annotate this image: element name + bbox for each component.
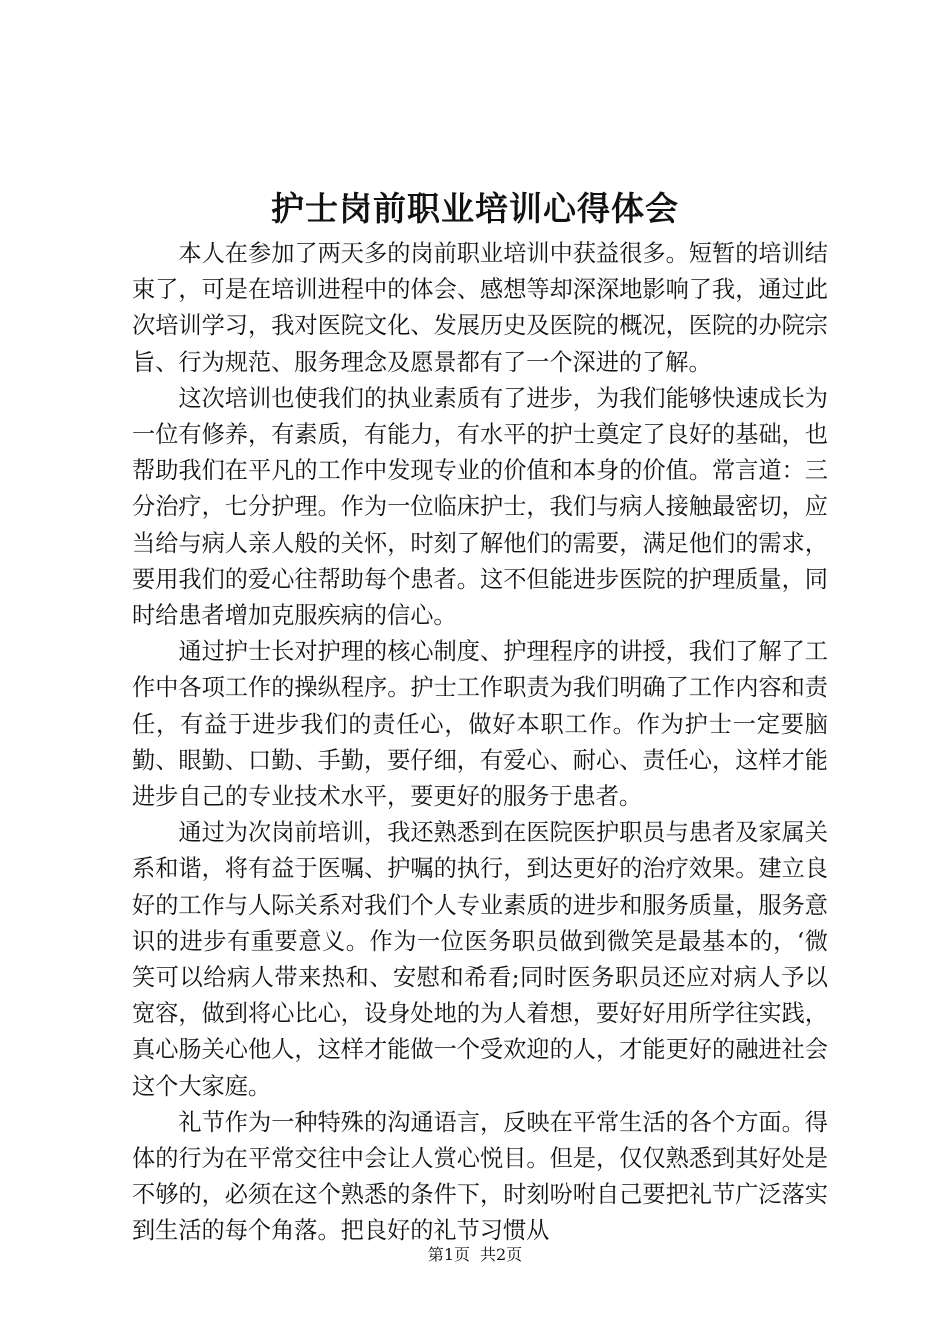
page-total: 共2页 xyxy=(480,1245,523,1264)
paragraph-1: 本人在参加了两天多的岗前职业培训中获益很多。短暂的培训结束了，可是在培训进程中的体会、感想等却深深地影响了我，通过此次培训学习，我对医院文化、发展历史及医院的概况，医院的办院宗旨、行为规范、服务理念及愿景都有了一个深进的了解。 xyxy=(132,240,828,376)
paragraph-4: 通过为次岗前培训，我还熟悉到在医院医护职员与患者及家属关系和谐，将有益于医嘱、护嘱的执行，到达更好的治疗效果。建立良好的工作与人际关系对我们个人专业素质的进步和服务质量，服务意识的进步有重要意义。作为一位医务职员做到微笑是最基本的，‘微笑可以给病人带来热和、安慰和希看;同时医务职员还应对病人予以宽容，做到将心比心，设身处地的为人着想，要好好用所学往实践，真心肠关心他人，这样才能做一个受欢迎的人，才能更好的融进社会这个大家庭。 xyxy=(132,819,828,1100)
document-title: 护士岗前职业培训心得体会 xyxy=(271,189,679,228)
page-number: 第1页 xyxy=(427,1245,470,1264)
document-body xyxy=(132,236,828,1250)
paragraph-3: 通过护士长对护理的核心制度、护理程序的讲授，我们了解了工作中各项工作的操纵程序。护士工作职责为我们明确了工作内容和责任，有益于进步我们的责任心，做好本职工作。作为护士一定要脑勤、眼勤、口勤、手勤，要仔细，有爱心、耐心、责任心，这样才能进步自己的专业技术水平，要更好的服务于患者。 xyxy=(132,638,828,811)
paragraph-5: 礼节作为一种特殊的沟通语言，反映在平常生活的各个方面。得体的行为在平常交往中会让人赏心悦目。但是，仅仅熟悉到其好处是不够的，必须在这个熟悉的条件下，时刻吩咐自己要把礼节广泛落实到生活的每个角落。把良好的礼节习惯从 xyxy=(132,1108,828,1245)
paragraph-2: 这次培训也使我们的执业素质有了进步，为我们能够快速成长为一位有修养，有素质，有能力，有水平的护士奠定了良好的基础，也帮助我们在平凡的工作中发现专业的价值和本身的价值。常言道：三分治疗，七分护理。作为一位临床护士，我们与病人接触最密切，应当给与病人亲人般的关怀，时刻了解他们的需要，满足他们的需求，要用我们的爱心往帮助每个患者。这不但能进步医院的护理质量，同时给患者增加克服疾病的信心。 xyxy=(132,384,828,630)
page-footer xyxy=(0,1243,950,1267)
